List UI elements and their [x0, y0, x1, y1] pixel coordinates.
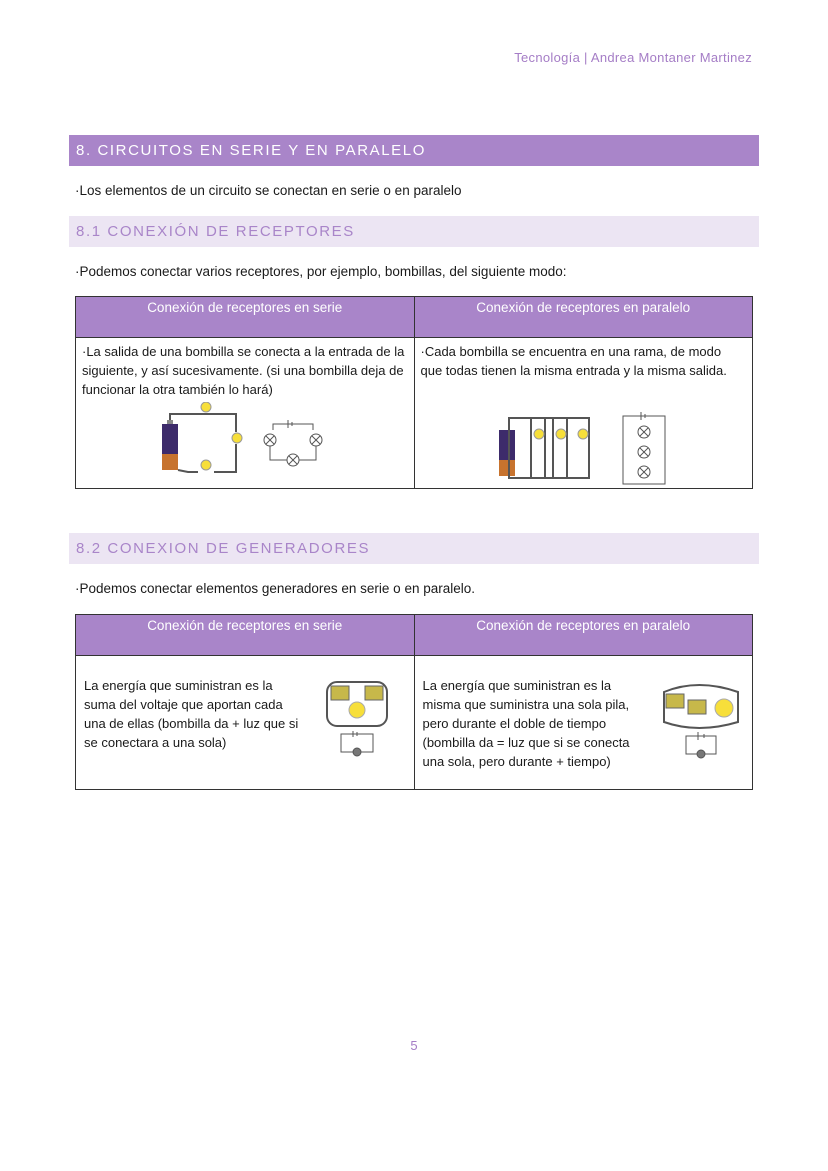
generators-table: [75, 614, 753, 790]
battery-icon: [499, 430, 515, 476]
generator-series-image: [321, 676, 393, 758]
generators-series-header: Conexión de receptores en serie: [76, 615, 415, 656]
page-number: 5: [410, 1038, 418, 1053]
battery-icon: [162, 420, 178, 470]
generators-parallel-header: Conexión de receptores en paralelo: [414, 615, 753, 656]
generator-parallel-image: [658, 682, 744, 764]
receptors-table: [75, 296, 753, 489]
receptors-parallel-cell: [414, 338, 753, 489]
receptors-parallel-text: ·Cada bombilla se encuentra en una rama, de modo que todas tienen la misma entrada y la misma salida.: [420, 344, 727, 378]
lightbulb-icon: [534, 429, 588, 439]
generators-parallel-text: La energía que suministran es la misma que suministra una sola pila, pero durante el doble de tiempo (bombilla da = luz que si se conecta una sola, pero durante + tiempo): [422, 678, 630, 769]
section-8-intro: ·Los elementos de un circuito se conectan en serie o en paralelo: [75, 183, 462, 198]
lightbulb-icon: [715, 699, 733, 717]
receptors-series-header: Conexión de receptores en serie: [76, 297, 415, 338]
series-circuit-image: [158, 402, 328, 484]
parallel-schematic-icon: [623, 412, 665, 484]
section-8-title: 8. CIRCUITOS EN SERIE Y EN PARALELO: [69, 135, 759, 166]
page-header: Tecnología | Andrea Montaner Martinez: [514, 50, 752, 65]
lightbulb-icon: [349, 702, 365, 718]
generators-series-cell: [76, 656, 415, 790]
receptors-series-cell: [76, 338, 415, 489]
parallel-circuit-image: [495, 408, 685, 490]
section-82-intro: ·Podemos conectar elementos generadores en serie o en paralelo.: [75, 581, 475, 596]
generators-series-text: La energía que suministran es la suma del voltaje que aportan cada una de ellas (bombilla da + luz que si se conectara a una sola): [84, 678, 299, 750]
generators-parallel-cell: [414, 656, 753, 790]
series-schematic-icon: [264, 420, 322, 466]
receptors-series-text: ·La salida de una bombilla se conecta a la entrada de la siguiente, y así sucesivamente. (si una bombilla deja de funcionar la otra también lo hará): [82, 344, 405, 397]
section-81-title: 8.1 CONEXIÓN DE RECEPTORES: [69, 216, 759, 247]
section-82-title: 8.2 CONEXION DE GENERADORES: [69, 533, 759, 564]
section-81-intro: ·Podemos conectar varios receptores, por ejemplo, bombillas, del siguiente modo:: [75, 264, 567, 279]
receptors-parallel-header: Conexión de receptores en paralelo: [414, 297, 753, 338]
